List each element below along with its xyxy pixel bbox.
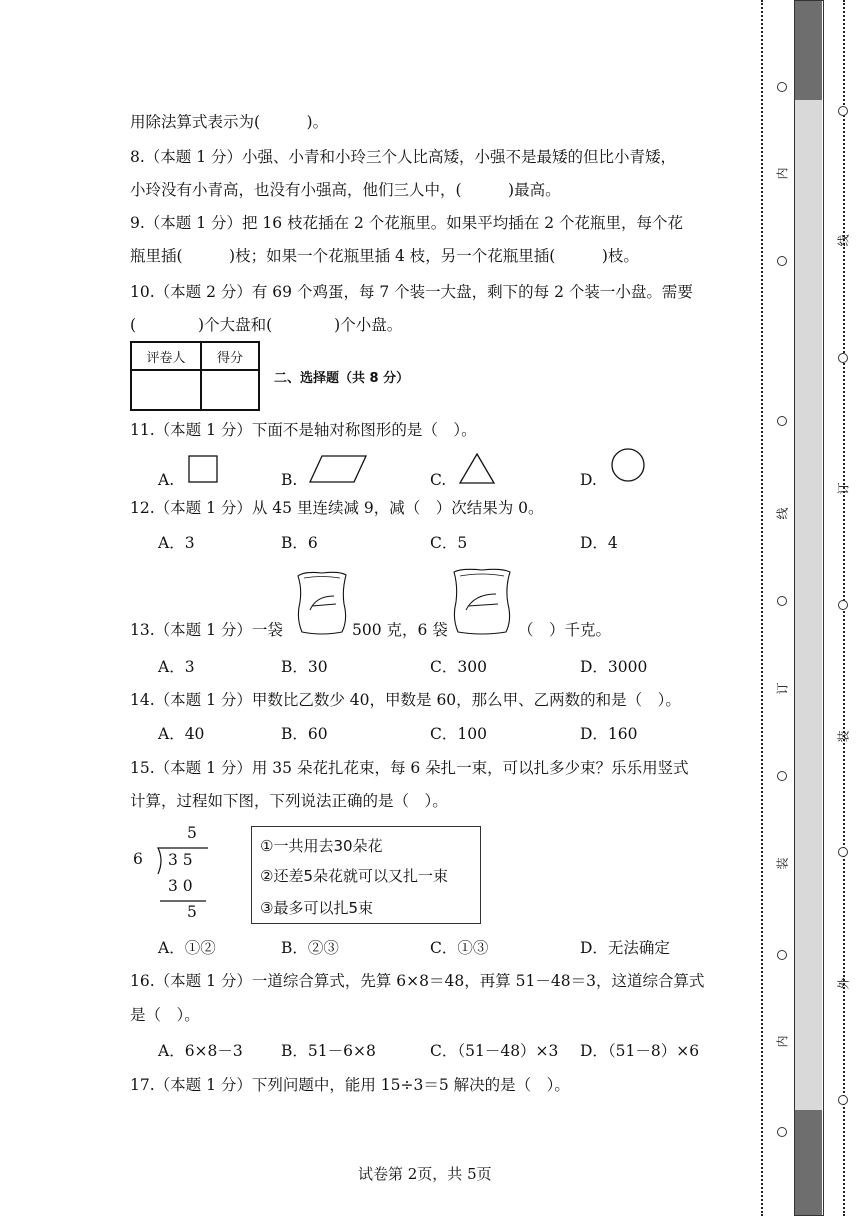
score-header-score: 得分 bbox=[201, 342, 259, 370]
binding-hole bbox=[777, 596, 787, 606]
q11-option-b[interactable]: B. bbox=[281, 471, 298, 489]
q11-stem: 11.（本题 1 分）下面不是轴对称图形的是（ ）。 bbox=[130, 421, 477, 439]
binding-hole bbox=[777, 1127, 787, 1137]
q10-line2: ( )个大盘和( )个小盘。 bbox=[130, 316, 403, 334]
statement-1: ①一共用去30朵花 bbox=[260, 837, 383, 855]
q16-option-a[interactable]: A．6×8－3 bbox=[158, 1042, 243, 1060]
q11-option-a[interactable]: A. bbox=[158, 471, 175, 489]
binding-label-inner: 订 bbox=[775, 682, 790, 695]
binding-hole bbox=[838, 847, 848, 857]
q7-tail: 用除法算式表示为( )。 bbox=[130, 113, 329, 131]
division-remainder: 5 bbox=[187, 903, 197, 921]
q15-line2: 计算，过程如下图，下列说法正确的是（ ）。 bbox=[130, 792, 448, 810]
binding-hole bbox=[838, 1095, 848, 1105]
binding-hole bbox=[777, 256, 787, 266]
q14-option-b[interactable]: B．60 bbox=[281, 725, 328, 743]
q8-line1: 8.（本题 1 分）小强、小青和小玲三个人比高矮，小强不是最矮的但比小青矮， bbox=[130, 148, 677, 166]
q12-option-a[interactable]: A．3 bbox=[158, 534, 195, 552]
binding-hole bbox=[838, 600, 848, 610]
q14-stem: 14.（本题 1 分）甲数比乙数少 40，甲数是 60，那么甲、乙两数的和是（ ）。 bbox=[130, 691, 681, 709]
q16-option-c[interactable]: C．（51－48）×3 bbox=[430, 1042, 559, 1060]
q9-line2: 瓶里插( )枝；如果一个花瓶里插 4 枝，另一个花瓶里插( )枝。 bbox=[130, 247, 639, 265]
q14-option-d[interactable]: D．160 bbox=[580, 725, 638, 743]
triangle-shape-icon bbox=[459, 452, 497, 486]
binding-hole bbox=[777, 82, 787, 92]
bar-outline bbox=[794, 0, 824, 1216]
flour-bag-icon bbox=[450, 568, 516, 636]
q9-line1: 9.（本题 1 分）把 16 枝花插在 2 个花瓶里。如果平均插在 2 个花瓶里，每个花 bbox=[130, 214, 684, 232]
binding-label-outer: 装 bbox=[836, 730, 851, 743]
q16-line1: 16.（本题 1 分）一道综合算式，先算 6×8＝48，再算 51－48＝3，这道综合算式 bbox=[130, 972, 705, 990]
q15-option-a[interactable]: A．①② bbox=[158, 939, 216, 957]
binding-hole bbox=[777, 950, 787, 960]
parallelogram-shape-icon bbox=[308, 455, 370, 485]
score-cell-grader[interactable] bbox=[131, 370, 201, 410]
binding-hole bbox=[838, 353, 848, 363]
binding-label-inner: 线 bbox=[775, 507, 790, 520]
binding-hole bbox=[777, 416, 787, 426]
q15-option-b[interactable]: B．②③ bbox=[281, 939, 339, 957]
division-dividend: 3 5 bbox=[168, 851, 193, 869]
q15-option-d[interactable]: D．无法确定 bbox=[580, 939, 670, 957]
q11-option-c[interactable]: C. bbox=[430, 471, 447, 489]
q12-stem: 12.（本题 1 分）从 45 里连续减 9，减（ ）次结果为 0。 bbox=[130, 499, 544, 517]
q11-option-d[interactable]: D. bbox=[580, 471, 597, 489]
q16-option-d[interactable]: D．（51－8）×6 bbox=[580, 1042, 700, 1060]
q13-stem-start: 13.（本题 1 分）一袋 bbox=[130, 621, 283, 639]
division-divisor: 6 bbox=[133, 850, 143, 868]
q15-line1: 15.（本题 1 分）用 35 朵花扎花束，每 6 朵扎一束，可以扎多少束？乐乐用竖式 bbox=[130, 759, 689, 777]
q13-stem-middle: 500 克，6 袋 bbox=[352, 621, 448, 639]
q13-stem-end: （ ）千克。 bbox=[518, 621, 612, 639]
score-header-grader: 评卷人 bbox=[131, 342, 201, 370]
binding-hole bbox=[777, 771, 787, 781]
q14-option-a[interactable]: A．40 bbox=[158, 725, 205, 743]
binding-label-inner: 内 bbox=[775, 167, 790, 180]
binding-label-outer: 外 bbox=[836, 977, 851, 990]
score-table bbox=[130, 341, 260, 411]
inner-dotted-line bbox=[761, 0, 763, 1216]
score-cell-score[interactable] bbox=[201, 370, 259, 410]
binding-label-inner: 内 bbox=[775, 1035, 790, 1048]
statement-3: ③最多可以扎5束 bbox=[260, 899, 373, 917]
binding-hole bbox=[838, 106, 848, 116]
division-rule bbox=[160, 900, 210, 904]
section-title: 二、选择题（共 8 分） bbox=[274, 371, 410, 386]
q12-option-c[interactable]: C．5 bbox=[430, 534, 468, 552]
q13-option-c[interactable]: C．300 bbox=[430, 658, 487, 676]
statement-2: ②还差5朵花就可以又扎一束 bbox=[260, 867, 448, 885]
square-shape-icon bbox=[188, 455, 220, 485]
flour-bag-icon bbox=[294, 570, 352, 636]
q13-option-d[interactable]: D．3000 bbox=[580, 658, 648, 676]
circle-shape-icon bbox=[610, 448, 648, 484]
q16-line2: 是（ ）。 bbox=[130, 1006, 200, 1024]
page-number: 试卷第 2页，共 5页 bbox=[358, 1165, 492, 1183]
q13-option-a[interactable]: A．3 bbox=[158, 658, 195, 676]
q13-option-b[interactable]: B．30 bbox=[281, 658, 328, 676]
q12-option-b[interactable]: B．6 bbox=[281, 534, 318, 552]
q16-option-b[interactable]: B．51－6×8 bbox=[281, 1042, 376, 1060]
q10-line1: 10.（本题 2 分）有 69 个鸡蛋，每 7 个装一大盘，剩下的每 2 个装一小盘。需要 bbox=[130, 283, 693, 301]
q17-stem: 17.（本题 1 分）下列问题中，能用 15÷3＝5 解决的是（ ）。 bbox=[130, 1076, 570, 1094]
binding-label-outer: 线 bbox=[836, 234, 851, 247]
binding-label-outer: 订 bbox=[836, 482, 851, 495]
q14-option-c[interactable]: C．100 bbox=[430, 725, 487, 743]
binding-label-inner: 装 bbox=[775, 857, 790, 870]
q15-option-c[interactable]: C．①③ bbox=[430, 939, 489, 957]
division-quotient: 5 bbox=[187, 824, 197, 842]
q12-option-d[interactable]: D．4 bbox=[580, 534, 618, 552]
statement-box bbox=[251, 826, 481, 924]
division-product: 3 0 bbox=[168, 877, 193, 895]
q8-line2: 小玲没有小青高，也没有小强高，他们三人中，( )最高。 bbox=[130, 181, 561, 199]
